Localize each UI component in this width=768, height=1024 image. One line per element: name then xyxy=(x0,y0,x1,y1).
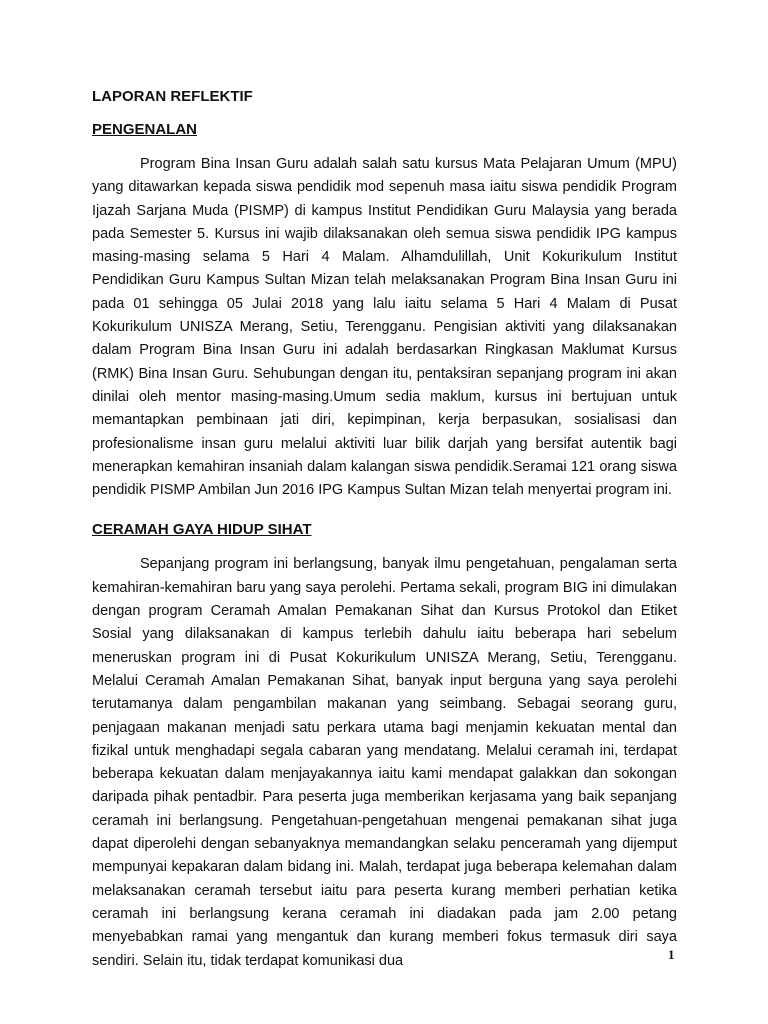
document-title: LAPORAN REFLEKTIF xyxy=(92,88,253,105)
page-number: 1 xyxy=(668,947,675,962)
paragraph-pengenalan: Program Bina Insan Guru adalah salah satu kursus Mata Pelajaran Umum (MPU) yang ditawarkan kepada siswa pendidik mod sepenuh masa iaitu siswa pendidik Program Ijazah Sarjana Muda (PISMP) di kampus Institut Pendidikan Guru Malaysia yang berada pada Semester 5. Kursus ini wajib dilaksanakan oleh semua siswa pendidik IPG kampus masing-masing selama 5 Hari 4 Malam. Alhamdulillah, Unit Kokurikulum Institut Pendidikan Guru Kampus Sultan Mizan telah melaksanakan Program Bina Insan Guru ini pada 01 sehingga 05 Julai 2018 yang lalu iaitu selama 5 Hari 4 Malam di Pusat Kokurikulum UNISZA Merang, Setiu, Terengganu. Pengisian aktiviti yang dilaksanakan dalam Program Bina Insan Guru ini adalah berdasarkan Ringkasan Maklumat Kursus (RMK) Bina Insan Guru. Sehubungan dengan itu, pentaksiran sepanjang program ini akan dinilai oleh mentor masing-masing.Umum sedia maklum, kursus ini bertujuan untuk memantapkan pembinaan jati diri, kepimpinan, kerja berpasukan, sosialisasi dan profesionalisme insan guru melalui aktiviti luar bilik darjah yang bersifat autentik bagi menerapkan kemahiran insaniah dalam kalangan siswa pendidik.Seramai 121 orang siswa pendidik PISMP Ambilan Jun 2016 IPG Kampus Sultan Mizan telah menyertai program ini. xyxy=(92,156,677,499)
paragraph-ceramah: Sepanjang program ini berlangsung, banyak ilmu pengetahuan, pengalaman serta kemahiran-kemahiran baru yang saya perolehi. Pertama sekali, program BIG ini dimulakan dengan program Ceramah Amalan Pemakanan Sihat dan Kursus Protokol dan Etiket Sosial yang dilaksanakan di kampus terlebih dahulu iaitu beberapa hari sebelum meneruskan program ini di Pusat Kokurikulum UNISZA Merang, Setiu, Terengganu. Melalui Ceramah Amalan Pemakanan Sihat, banyak input berguna yang saya perolehi terutamanya dalam pengambilan makanan yang seimbang. Sebagai seorang guru, penjagaan makanan menjadi satu perkara utama bagi menjamin kekuatan mental dan fizikal untuk menghadapi segala cabaran yang mendatang. Melalui ceramah ini, terdapat beberapa kekuatan dalam menjayakannya iaitu kami mendapat galakkan dan sokongan daripada pihak pentadbir. Para peserta juga memberikan kerjasama yang baik sepanjang ceramah ini berlangsung. Pengetahuan-pengetahuan mengenai pemakanan sihat juga dapat diperolehi dengan sebanyaknya memandangkan selaku penceramah yang dijemput mempunyai kepakaran dalam bidang ini. Malah, terdapat juga beberapa kelemahan dalam melaksanakan ceramah tersebut iaitu para peserta kurang memberi perhatian ketika ceramah ini berlangsung kerana ceramah ini diadakan pada jam 2.00 petang menyebabkan ramai yang mengantuk dan kurang memberi fokus termasuk diri saya sendiri. Selain itu, tidak terdapat komunikasi dua xyxy=(92,556,677,969)
section-heading-ceramah: CERAMAH GAYA HIDUP SIHAT xyxy=(92,521,312,539)
section-heading-pengenalan: PENGENALAN xyxy=(92,121,198,138)
